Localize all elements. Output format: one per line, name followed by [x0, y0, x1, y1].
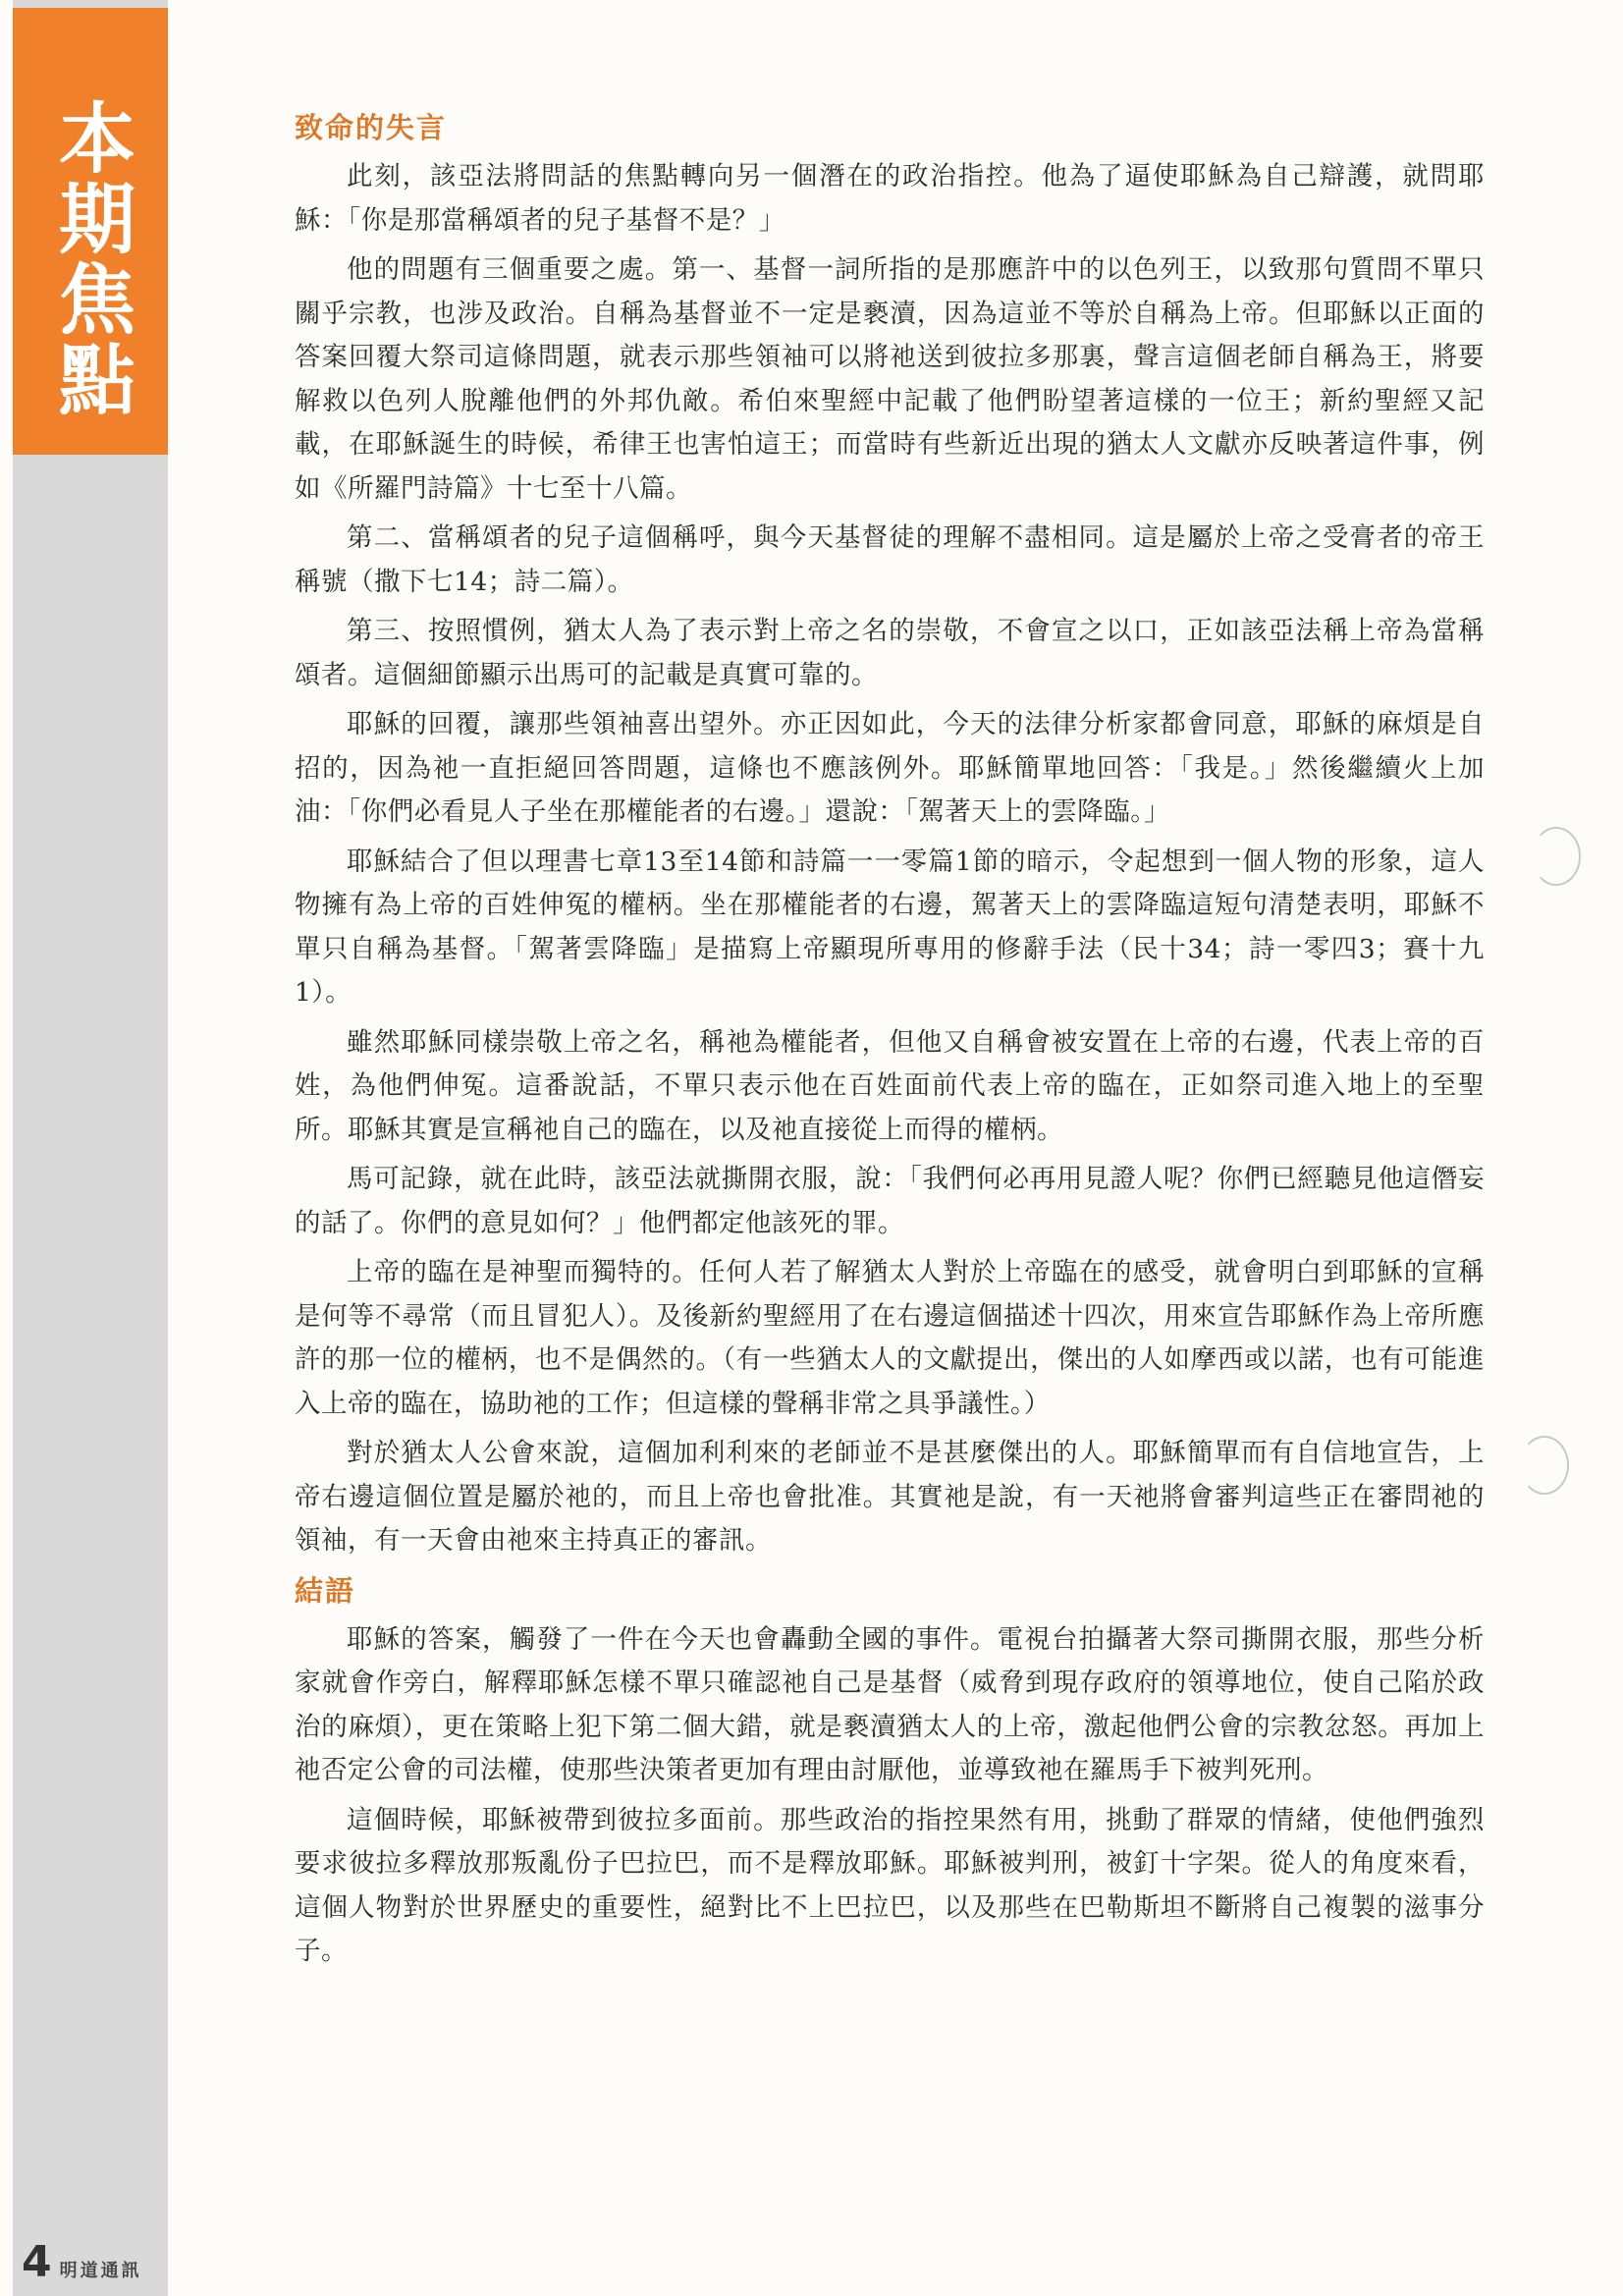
- page-footer: [22, 2237, 142, 2287]
- article-body: [295, 106, 1485, 1980]
- binder-hole-mark: [1532, 827, 1581, 886]
- paragraph: 雖然耶穌同樣崇敬上帝之名，稱祂為權能者，但他又自稱會被安置在上帝的右邊，代表上帝的百姓，為他們伸冤。這番說話，不單只表示他在百姓面前代表上帝的臨在，正如祭司進入地上的至聖所。耶穌其實是宣稱祂自己的臨在，以及祂直接從上而得的權柄。: [295, 1026, 1485, 1145]
- paragraph: 第二、當稱頌者的兒子這個稱呼，與今天基督徒的理解不盡相同。這是屬於上帝之受膏者的帝王稱號（撒下七14；詩二篇）。: [295, 522, 1485, 597]
- publication-name: 明道通訊: [59, 2261, 142, 2281]
- paragraph: 這個時候，耶穌被帶到彼拉多面前。那些政治的指控果然有用，挑動了群眾的情緒，使他們強烈要求彼拉多釋放那叛亂份子巴拉巴，而不是釋放耶穌。耶穌被判刑，被釘十字架。從人的角度來看，這個人物對於世界歷史的重要性，絕對比不上巴拉巴，以及那些在巴勒斯坦不斷將自己複製的滋事分子。: [295, 1804, 1485, 1966]
- paragraph: 第三、按照慣例，猶太人為了表示對上帝之名的崇敬，不會宣之以口，正如該亞法稱上帝為當稱頌者。這個細節顯示出馬可的記載是真實可靠的。: [295, 616, 1485, 690]
- paragraph: 耶穌的回覆，讓那些領袖喜出望外。亦正因如此，今天的法律分析家都會同意，耶穌的麻煩是自招的，因為祂一直拒絕回答問題，這條也不應該例外。耶穌簡單地回答：「我是。」然後繼續火上加油：「你們必看見人子坐在那權能者的右邊。」還說：「駕著天上的雲降臨。」: [295, 709, 1485, 827]
- paragraph: 馬可記錄，就在此時，該亞法就撕開衣服，說：「我們何必再用見證人呢？你們已經聽見他這僭妄的話了。你們的意見如何？」他們都定他該死的罪。: [295, 1164, 1485, 1238]
- paragraph: 對於猶太人公會來說，這個加利利來的老師並不是甚麼傑出的人。耶穌簡單而有自信地宣告，上帝右邊這個位置是屬於祂的，而且上帝也會批准。其實祂是說，有一天祂將會審判這些正在審問祂的領袖，有一天會由祂來主持真正的審訊。: [295, 1438, 1485, 1556]
- paragraph: 耶穌的答案，觸發了一件在今天也會轟動全國的事件。電視台拍攝著大祭司撕開衣服，那些分析家就會作旁白，解釋耶穌怎樣不單只確認祂自己是基督（威脅到現存政府的領導地位，使自己陷於政治的麻煩），更在策略上犯下第二個大錯，就是褻瀆猶太人的上帝，激起他們公會的宗教忿怒。再加上祂否定公會的司法權，使那些決策者更加有理由討厭他，並導致祂在羅馬手下被判死刑。: [295, 1623, 1485, 1785]
- section-title: 本期焦點: [46, 98, 135, 420]
- paragraph: 他的問題有三個重要之處。第一、基督一詞所指的是那應許中的以色列王，以致那句質問不單只關乎宗教，也涉及政治。自稱為基督並不一定是褻瀆，因為這並不等於自稱為上帝。但耶穌以正面的答案回覆大祭司這條問題，就表示那些領袖可以將祂送到彼拉多那裏，聲言這個老師自稱為王，將要解救以色列人脫離他們的外邦仇敵。希伯來聖經中記載了他們盼望著這樣的一位王；新約聖經又記載，在耶穌誕生的時候，希律王也害怕這王；而當時有些新近出現的猶太人文獻亦反映著這件事，例如《所羅門詩篇》十七至十八篇。: [295, 254, 1485, 504]
- paragraph: 此刻，該亞法將問話的焦點轉向另一個潛在的政治指控。他為了逼使耶穌為自己辯護，就問耶穌：「你是那當稱頌者的兒子基督不是？」: [295, 161, 1485, 236]
- section-heading: 致命的失言: [295, 111, 448, 144]
- paragraph: 上帝的臨在是神聖而獨特的。任何人若了解猶太人對於上帝臨在的感受，就會明白到耶穌的宣稱是何等不尋常（而且冒犯人）。及後新約聖經用了在右邊這個描述十四次，用來宣告耶穌作為上帝所應許的那一位的權柄，也不是偶然的。（有一些猶太人的文獻提出，傑出的人如摩西或以諾，也有可能進入上帝的臨在，協助祂的工作；但這樣的聲稱非常之具爭議性。）: [295, 1257, 1485, 1419]
- paragraph: 耶穌結合了但以理書七章13至14節和詩篇一一零篇1節的暗示，令起想到一個人物的形象，這人物擁有為上帝的百姓伸冤的權柄。坐在那權能者的右邊，駕著天上的雲降臨這短句清楚表明，耶穌不單只自稱為基督。「駕著雲降臨」是描寫上帝顯現所專用的修辭手法（民十34；詩一零四3；賽十九1）。: [295, 846, 1485, 1008]
- binder-hole-mark: [1520, 1436, 1569, 1495]
- section-heading: 結語: [295, 1573, 356, 1608]
- page-number: 4: [22, 2237, 52, 2287]
